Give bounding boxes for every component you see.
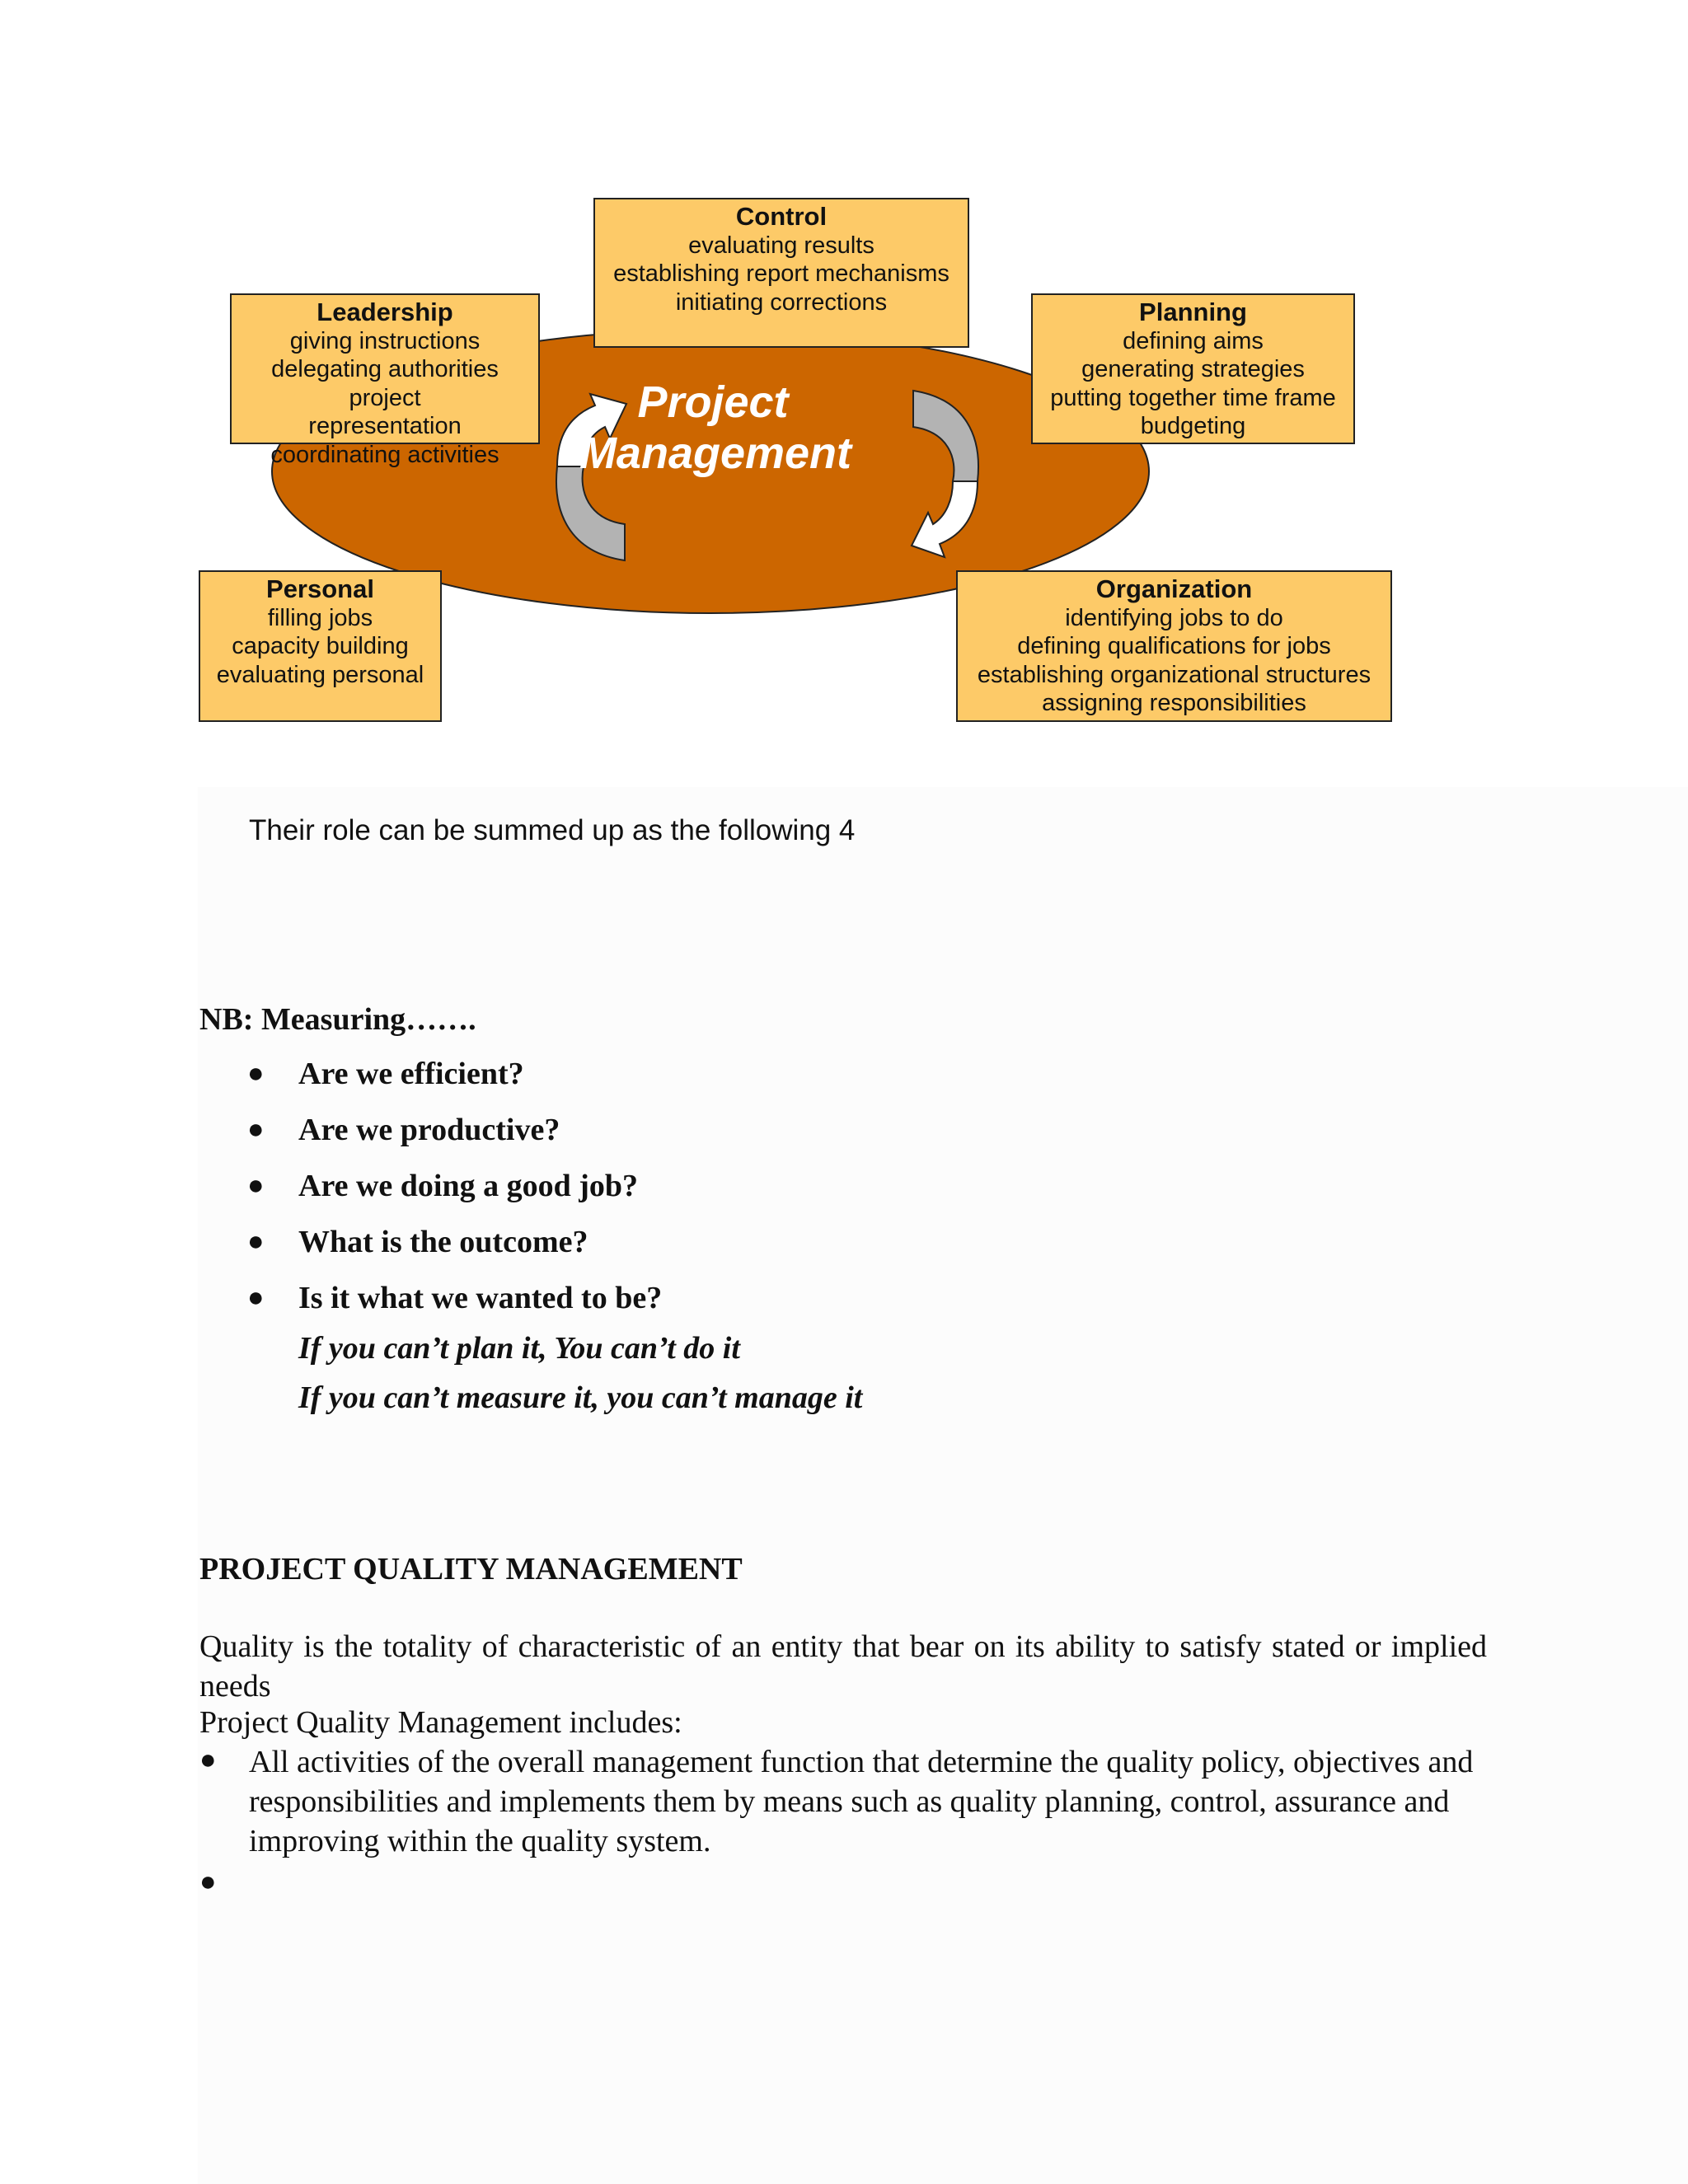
bullet-icon: ● <box>247 1282 265 1313</box>
question-text: What is the outcome? <box>298 1225 588 1259</box>
organization-title: Organization <box>1095 574 1253 603</box>
quality-includes: Project Quality Management includes: <box>199 1705 682 1740</box>
leadership-title: Leadership <box>316 298 453 326</box>
question-text: Are we doing a good job? <box>298 1169 639 1203</box>
list-item <box>247 1109 662 1165</box>
section-title: PROJECT QUALITY MANAGEMENT <box>199 1552 743 1586</box>
bullet-icon: ● <box>247 1114 265 1145</box>
control-title: Control <box>735 202 828 231</box>
organization-line: identifying jobs to do <box>1065 604 1283 631</box>
bullet-icon: ● <box>247 1170 265 1201</box>
bullet-icon: ● <box>247 1058 265 1089</box>
center-label-second <box>551 427 880 480</box>
personal-box <box>199 570 442 722</box>
list-item <box>247 1165 662 1221</box>
personal-line: capacity building <box>232 633 409 659</box>
organization-line: defining qualifications for jobs <box>1017 633 1331 659</box>
planning-title: Planning <box>1139 298 1247 326</box>
planning-box <box>1031 293 1355 444</box>
measuring-questions-list <box>247 1053 662 1333</box>
quote-plan: If you can’t plan it, You can’t do it <box>298 1331 740 1366</box>
leadership-line: project <box>349 384 421 411</box>
question-text: Are we efficient? <box>298 1057 524 1091</box>
question-text: Are we productive? <box>298 1113 560 1147</box>
role-summary-text: Their role can be summed up as the following 4 <box>249 814 856 846</box>
bullet-icon: ● <box>199 1867 217 1897</box>
quality-definition: Quality is the totality of characteristic of an entity that bear on its ability to satisfy stated or implied needs <box>199 1629 1487 1704</box>
center-label-line2: Management <box>579 429 852 478</box>
center-label-line1: Project <box>637 377 789 427</box>
personal-line: filling jobs <box>267 604 373 631</box>
bullet-icon: ● <box>247 1226 265 1257</box>
page-background <box>198 787 1688 2184</box>
planning-line: putting together time frame <box>1050 384 1336 411</box>
planning-line: budgeting <box>1140 413 1246 439</box>
organization-line: establishing organizational structures <box>977 661 1372 688</box>
question-text: Is it what we wanted to be? <box>298 1281 663 1315</box>
planning-line: defining aims <box>1123 327 1264 354</box>
quality-bullet-text: All activities of the overall management function that determine the quality policy, objectives and responsibilities and implements them by means such as quality planning, control, assurance and improving within the quality system. <box>249 1745 1474 1858</box>
nb-heading: NB: Measuring……. <box>199 1002 476 1037</box>
list-item <box>247 1221 662 1277</box>
planning-line: generating strategies <box>1081 356 1305 382</box>
leadership-line: delegating authorities <box>271 356 499 382</box>
control-box <box>593 198 969 348</box>
list-item <box>247 1277 662 1333</box>
control-line: evaluating results <box>688 232 874 259</box>
control-line: initiating corrections <box>675 288 888 316</box>
organization-line: assigning responsibilities <box>1042 690 1306 716</box>
list-item <box>247 1053 662 1109</box>
quote-measure: If you can’t measure it, you can’t manage it <box>298 1380 863 1415</box>
leadership-line: giving instructions <box>289 327 481 354</box>
organization-box <box>956 570 1392 722</box>
personal-line: evaluating personal <box>216 661 424 688</box>
leadership-box <box>230 293 540 468</box>
center-label <box>577 376 849 429</box>
control-line: establishing report mechanisms <box>613 260 950 287</box>
bullet-icon: ● <box>199 1745 217 1775</box>
leadership-line: representation <box>308 413 462 439</box>
leadership-line: coordinating activities <box>270 441 499 468</box>
personal-title: Personal <box>266 574 374 603</box>
